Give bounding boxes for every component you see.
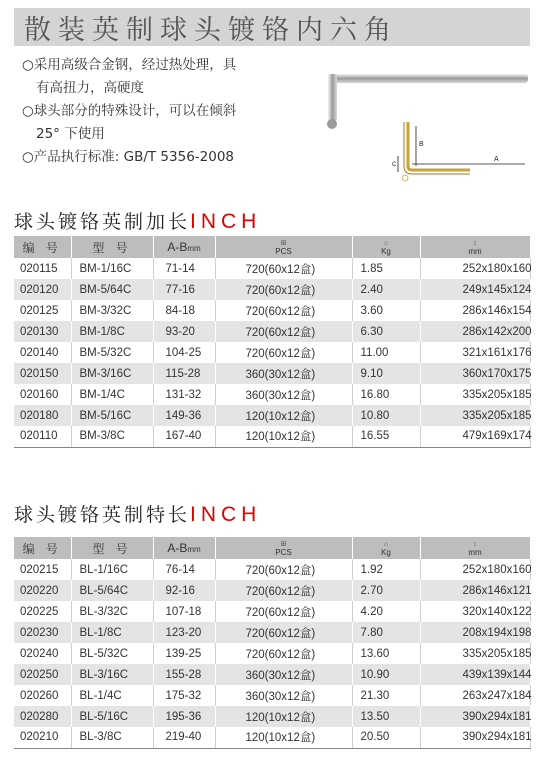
col-model: 型 号	[71, 236, 153, 258]
section-title-super-long: 球头镀铬英制特长INCH	[14, 503, 262, 526]
col-pcs: ⊞ PCS	[215, 537, 352, 559]
table-row: 020210 BL-3/8C 219-40 120(10x12盒) 20.50 390x294x181	[14, 727, 530, 748]
col-pcs: ⊞ PCS	[215, 236, 352, 258]
dim-label-a: A	[494, 156, 499, 163]
table-row: 020215 BL-1/16C 76-14 720(60x12盒) 1.92 252x180x160	[14, 559, 530, 580]
table-row: 020120 BM-5/64C 77-16 720(60x12盒) 2.40 249x145x124	[14, 279, 530, 300]
table-extra-long	[14, 236, 531, 448]
feature-1-line-2: 有高扭力，高硬度	[36, 80, 144, 96]
table-row: 020130 BM-1/8C 93-20 720(60x12盒) 6.30 286x142x200	[14, 321, 530, 342]
weight-icon: ⌂	[383, 540, 389, 548]
dim-label-b: B	[419, 141, 424, 148]
table-row: 020220 BL-5/64C 92-16 720(60x12盒) 2.70 286x146x121	[14, 580, 530, 601]
weight-icon: ⌂	[383, 239, 389, 247]
title-banner	[14, 8, 530, 46]
table-row: 020150 BM-3/16C 115-28 360(30x12盒) 9.10 360x170x175	[14, 363, 530, 384]
col-kg: ⌂ Kg	[352, 236, 420, 258]
table-row: 020115 BM-1/16C 71-14 720(60x12盒) 1.85 252x180x160	[14, 258, 530, 279]
box-icon: ⊞	[280, 239, 287, 247]
table-row: 020160 BM-1/4C 131-32 360(30x12盒) 16.80 335x205x185	[14, 384, 530, 405]
box-icon: ⊞	[280, 540, 287, 548]
feature-3-line-1: ○产品执行标准: GB/T 5356-2008	[22, 149, 235, 165]
table-super-long	[14, 537, 531, 749]
col-ab: A-Bmm	[153, 537, 215, 559]
col-model: 型 号	[71, 537, 153, 559]
col-mm: ↕ mm	[420, 537, 530, 559]
table-row: 020230 BL-1/8C 123-20 720(60x12盒) 7.80 208x194x198	[14, 622, 530, 643]
table-row: 020225 BL-3/32C 107-18 720(60x12盒) 4.20 320x140x122	[14, 601, 530, 622]
col-code: 编 号	[14, 236, 71, 258]
col-ab: A-Bmm	[153, 236, 215, 258]
table-row: 020125 BM-3/32C 84-18 720(60x12盒) 3.60 286x146x154	[14, 300, 530, 321]
feature-2-line-2: 25° 下使用	[36, 126, 105, 142]
feature-2-line-1: ○球头部分的特殊设计，可以在倾斜	[22, 103, 237, 119]
col-code: 编 号	[14, 537, 71, 559]
size-icon: ↕	[473, 540, 477, 548]
feature-1-line-1: ○采用高级合金钢，经过热处理，具	[22, 57, 237, 73]
col-mm: ↕ mm	[420, 236, 530, 258]
table-row: 020260 BL-1/4C 175-32 360(30x12盒) 21.30 263x247x184	[14, 685, 530, 706]
table-row: 020110 BM-3/8C 167-40 120(10x12盒) 16.55 479x169x174	[14, 426, 530, 447]
hex-key-photo	[327, 74, 528, 129]
col-kg: ⌂ Kg	[352, 537, 420, 559]
table-row: 020280 BL-5/16C 195-36 120(10x12盒) 13.50 390x294x181	[14, 706, 530, 727]
feature-list	[22, 54, 312, 169]
section-title-extra-long: 球头镀铬英制加长INCH	[14, 210, 262, 233]
dim-label-c: C	[392, 162, 397, 168]
hex-key-illustration	[320, 72, 530, 182]
table-row: 020240 BL-5/32C 139-25 720(60x12盒) 13.60 335x205x185	[14, 643, 530, 664]
table-row: 020180 BM-5/16C 149-36 120(10x12盒) 10.80 335x205x185	[14, 405, 530, 426]
table-header-row	[14, 537, 530, 559]
size-icon: ↕	[473, 239, 477, 247]
table-row: 020250 BL-3/16C 155-28 360(30x12盒) 10.90 439x139x144	[14, 664, 530, 685]
table-header-row	[14, 236, 530, 258]
page-title: 散装英制球头镀铬内六角	[24, 14, 398, 46]
table-row: 020140 BM-5/32C 104-25 720(60x12盒) 11.00 321x161x176	[14, 342, 530, 363]
dimension-drawing	[398, 122, 525, 181]
